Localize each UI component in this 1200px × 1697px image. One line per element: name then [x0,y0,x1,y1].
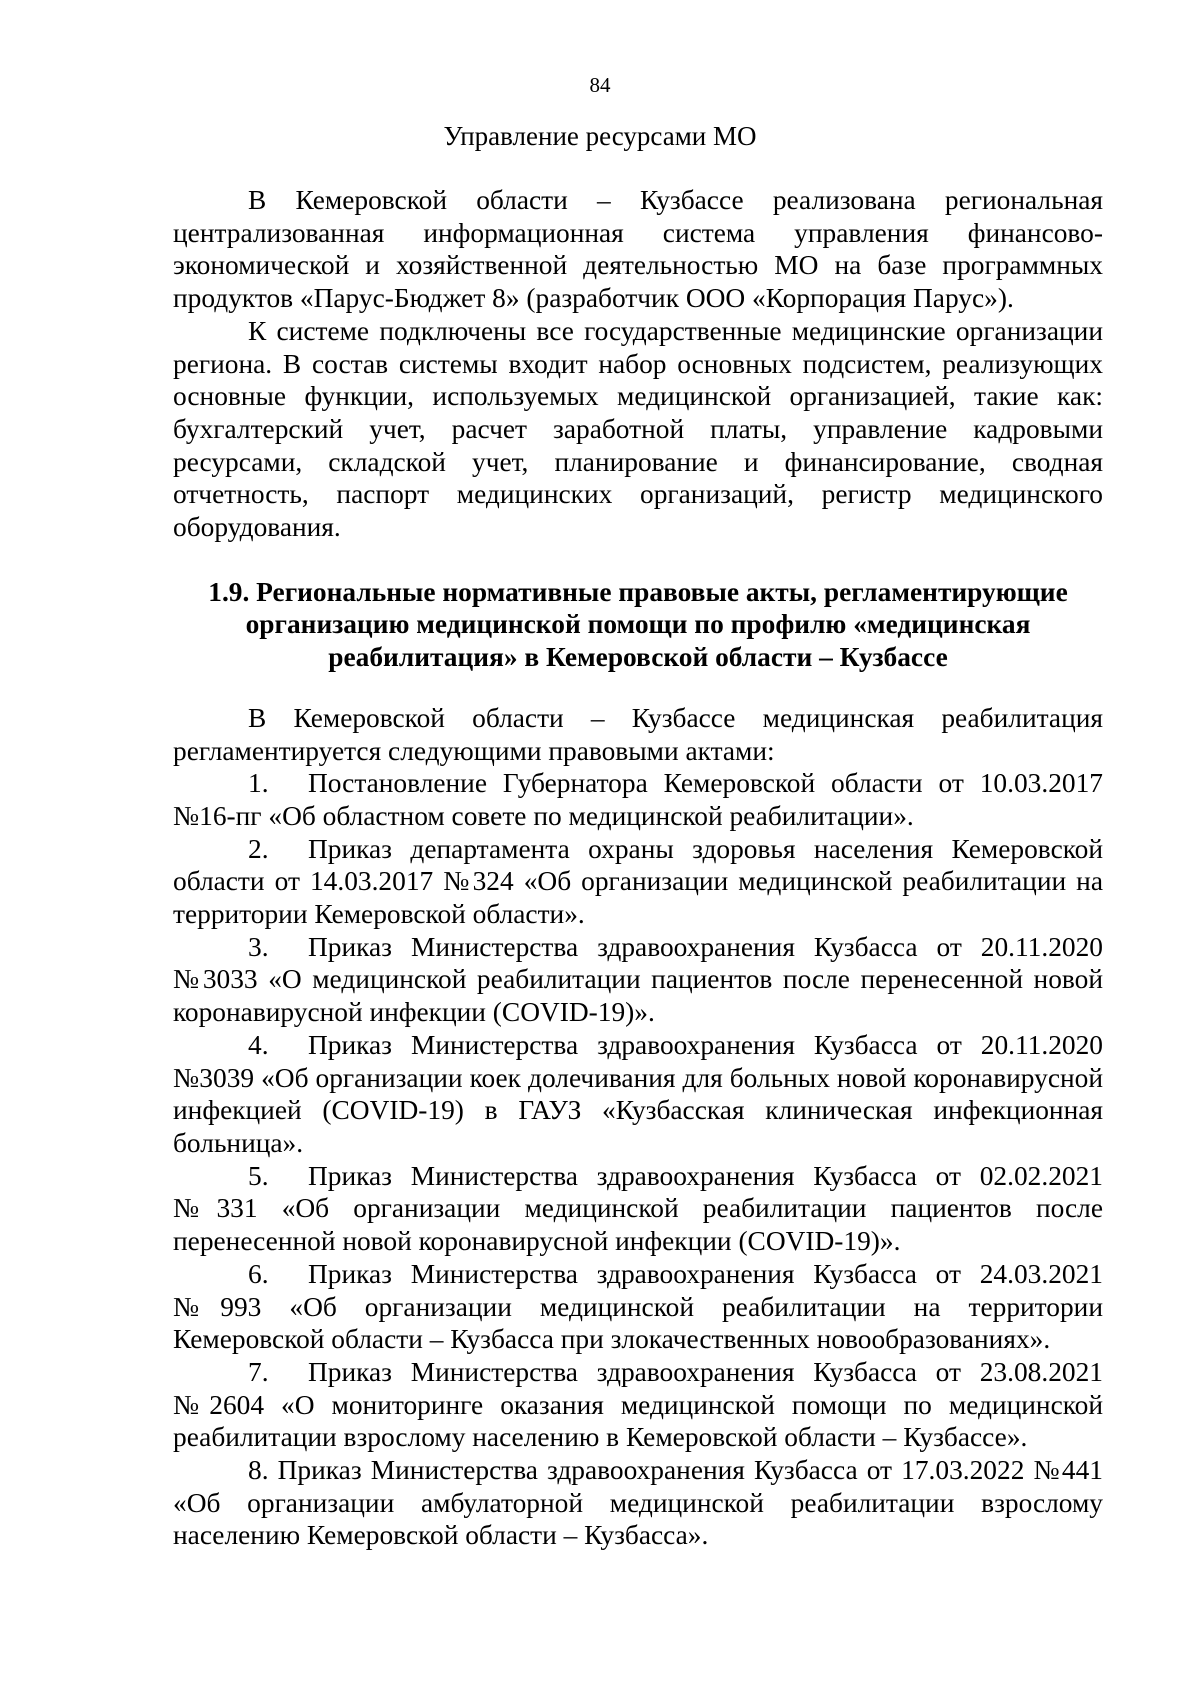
paragraph-intro: В Кемеровской области – Кузбассе медицинская реабилитация регламентируется следующими правовыми актами: [173,702,1103,766]
list-item [173,1454,1103,1552]
list-item-number: 8. [248,1455,269,1486]
list-item-text: Приказ Министерства здравоохранения Кузбасса от 02.02.2021 №331 «Об организации медицинской реабилитации пациентов после перенесенной новой коронавирусной инфекции (COVID-19)». [173,1160,1103,1257]
list-item [173,1258,1103,1356]
list-item-text: Приказ департамента охраны здоровья населения Кемеровской области от 14.03.2017 №324 «Об организации медицинской реабилитации на территории Кемеровской области». [173,833,1103,930]
chapter-heading-line-3: реабилитация» в Кемеровской области – Кузбассе [328,642,948,673]
list-item-number: 4. [248,1029,269,1060]
chapter-heading [173,576,1103,674]
document-body [173,184,1103,1552]
list-item-text: Постановление Губернатора Кемеровской области от 10.03.2017 №16-пг «Об областном совете по медицинской реабилитации». [173,768,1103,831]
paragraph-subsystems: К системе подключены все государственные медицинские организации региона. В состав системы входит набор основных подсистем, реализующих основные функции, используемых медицинской организацией, такие как: бухгалтерский учет, расчет заработной платы, управление кадровыми ресурсами, складской учет, планирование и финансирование, сводная отчетность, паспорт медицинских организаций, регистр медицинского оборудования. [173,315,1103,543]
list-item-text: Приказ Министерства здравоохранения Кузбасса от 17.03.2022 №441 «Об организации амбулаторной медицинской реабилитации взрослому населению Кемеровской области – Кузбасса». [173,1455,1103,1551]
chapter-heading-line-2: организацию медицинской помощи по профилю «медицинская [245,609,1031,640]
list-item [173,1160,1103,1258]
list-item-text: Приказ Министерства здравоохранения Кузбасса от 23.08.2021 №2604 «О мониторинге оказания медицинской помощи по медицинской реабилитации взрослому населению в Кемеровской области – Кузбассе». [173,1356,1103,1453]
list-item-number: 6. [248,1258,269,1289]
page-number: 84 [589,73,611,97]
section-title: Управление ресурсами МО [443,121,757,151]
list-item-number: 7. [248,1356,269,1387]
list-item [173,833,1103,931]
list-item [173,1356,1103,1454]
list-item-text: Приказ Министерства здравоохранения Кузбасса от 24.03.2021 №993 «Об организации медицинской реабилитации на территории Кемеровской области – Кузбасса при злокачественных новообразованиях». [173,1258,1103,1355]
list-item [173,1029,1103,1160]
paragraph-resource-system: В Кемеровской области – Кузбассе реализована региональная централизованная информационная система управления финансово-экономической и хозяйственной деятельностью МО на базе программных продуктов «Парус-Бюджет 8» (разработчик ООО «Корпорация Парус»). [173,185,1103,314]
list-item [173,767,1103,832]
list-item [173,931,1103,1029]
list-item-text: Приказ Министерства здравоохранения Кузбасса от 20.11.2020 №3033 «О медицинской реабилитации пациентов после перенесенной новой коронавирусной инфекции (COVID-19)». [173,931,1103,1028]
list-item-number: 3. [248,931,269,962]
list-item-number: 2. [248,833,269,864]
legal-acts-list [173,702,1103,1552]
chapter-heading-line-1: 1.9. Региональные нормативные правовые акты, регламентирующие [208,576,1068,607]
list-item-number: 5. [248,1160,269,1191]
list-item-text: Приказ Министерства здравоохранения Кузбасса от 20.11.2020 №3039 «Об организации коек долечивания для больных новой коронавирусной инфекцией (COVID-19) в ГАУЗ «Кузбасская клиническая инфекционная больница». [173,1029,1103,1158]
list-item-number: 1. [248,768,269,799]
